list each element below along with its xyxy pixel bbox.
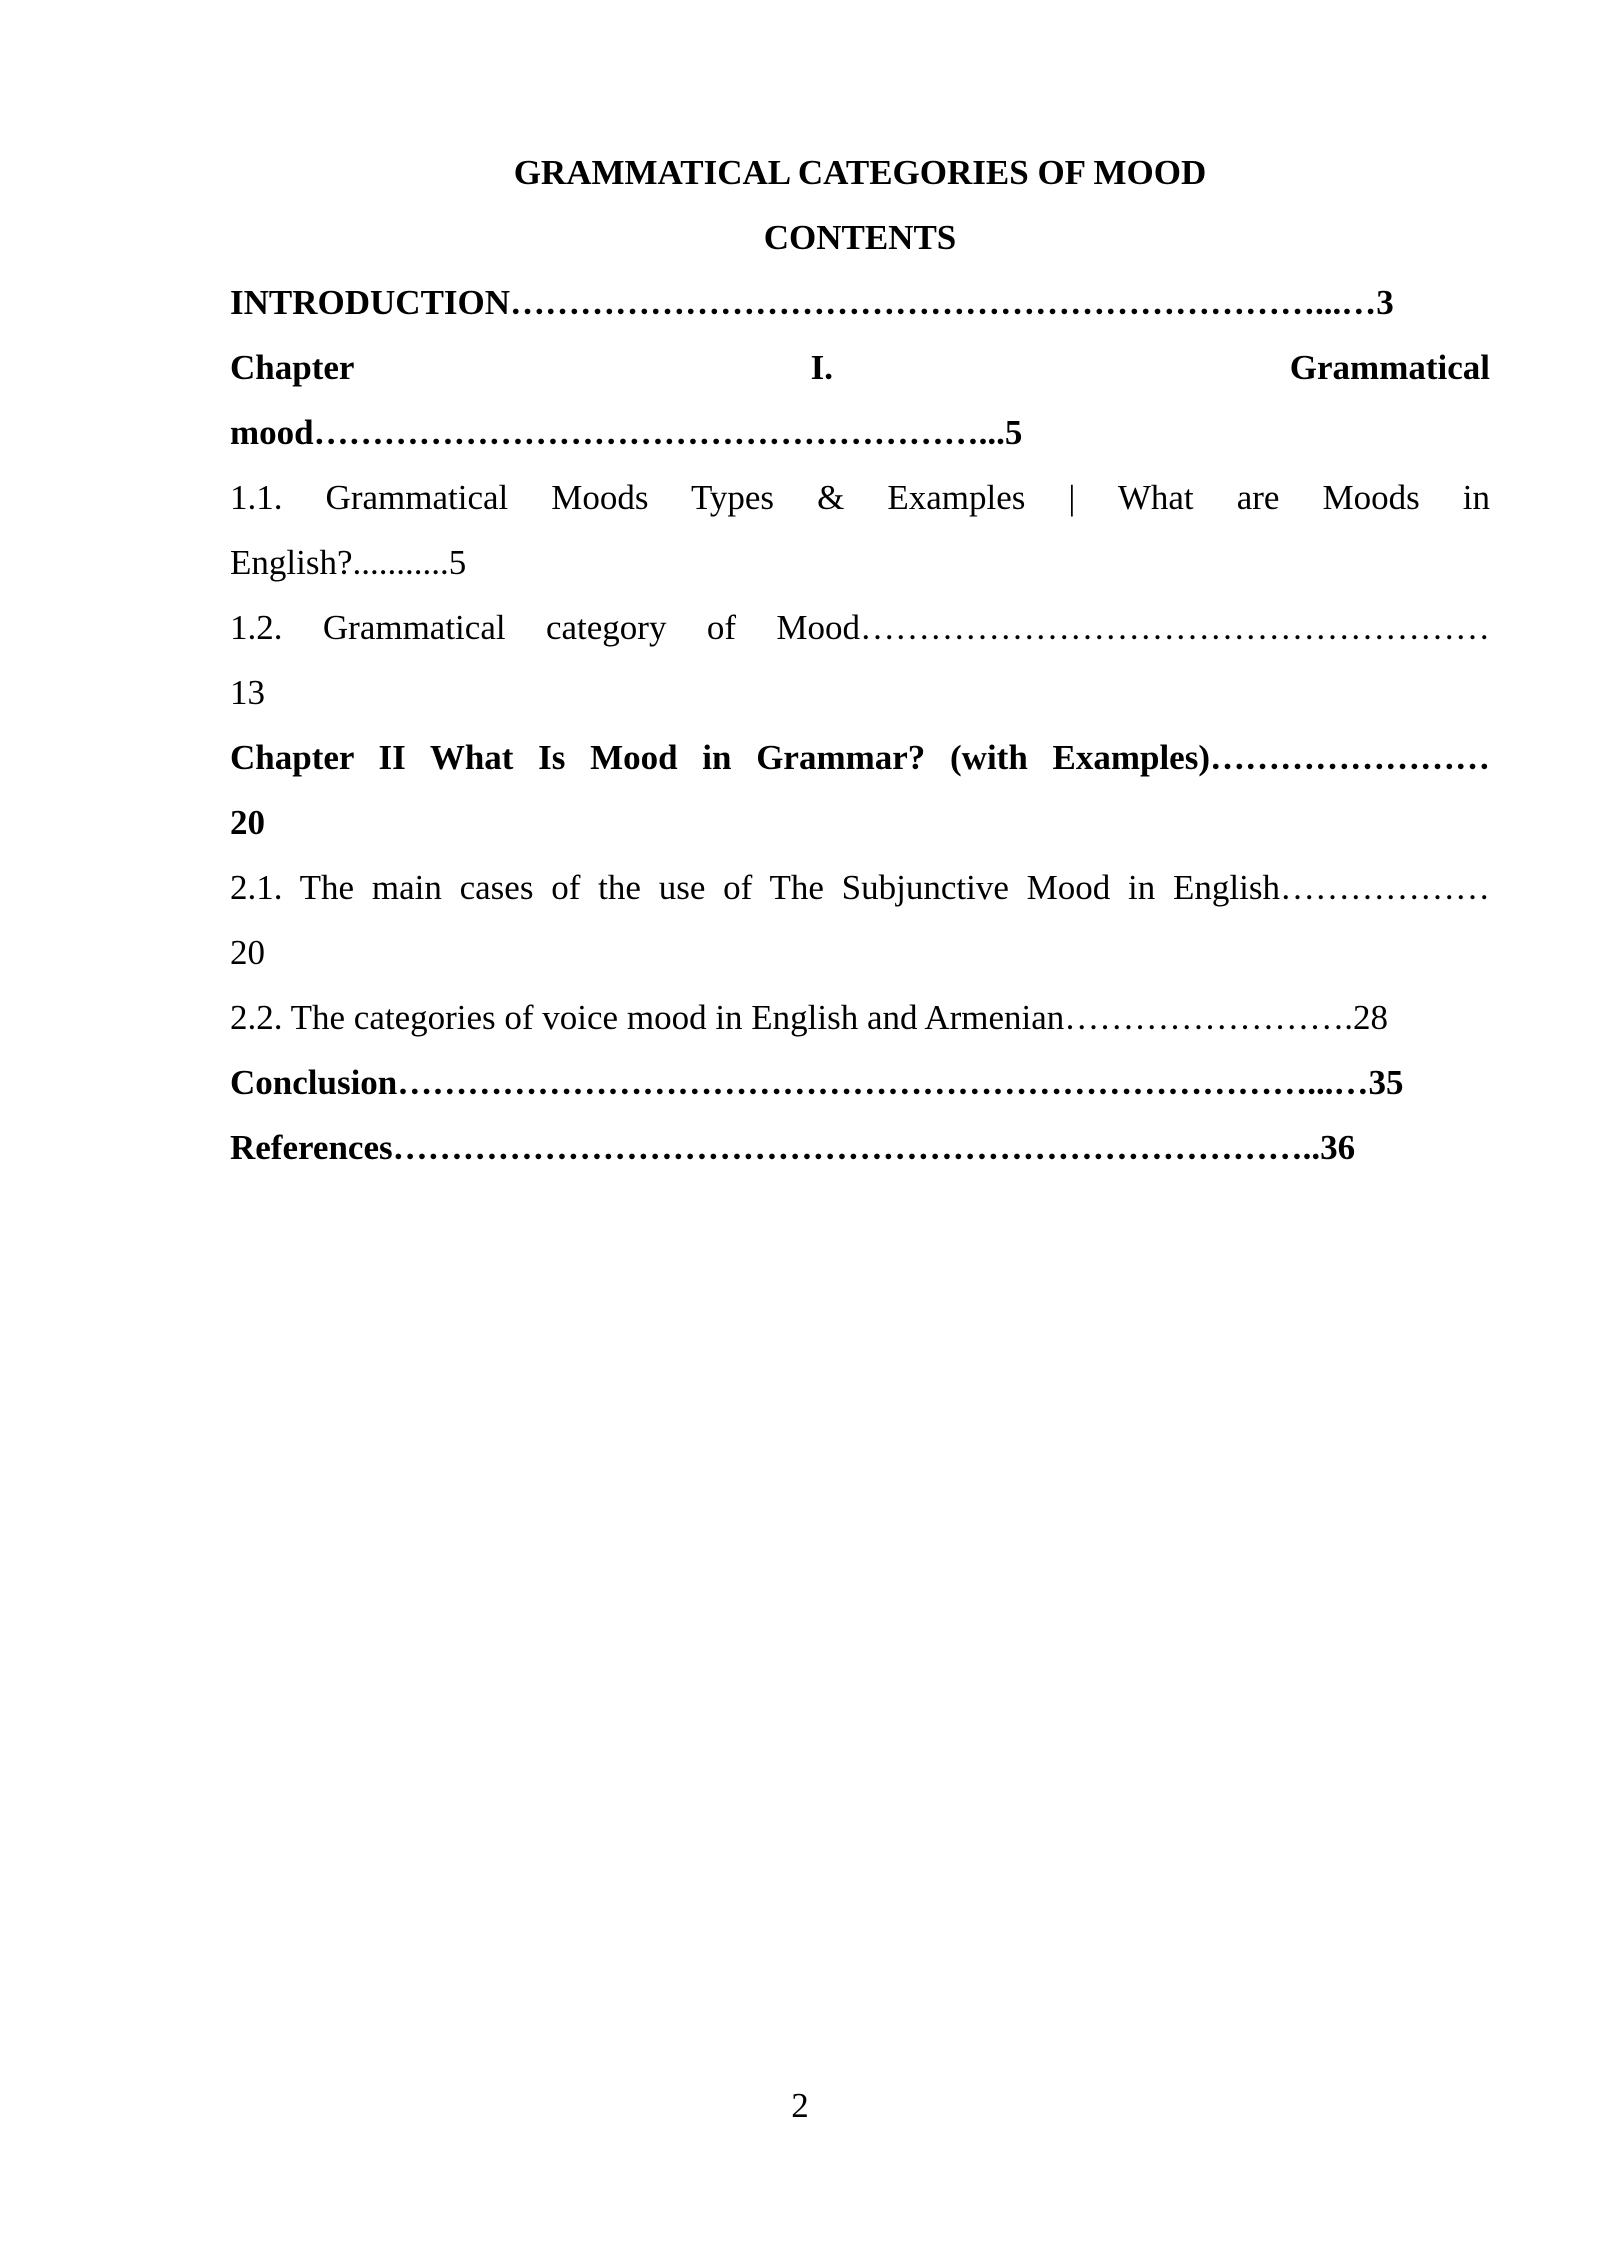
toc-entry-introduction: INTRODUCTION……………………………………………………………...…3	[230, 283, 1394, 322]
toc-entry-chapter-2-line-2: 20	[230, 803, 265, 842]
toc-entry-chapter-1-line-1: Chapter I. Grammatical	[230, 348, 1490, 387]
toc-entry-2-2: 2.2. The categories of voice mood in English and Armenian…………………….28	[230, 998, 1389, 1037]
toc-entry-2-1-line-2: 20	[230, 933, 265, 972]
toc-entry-2-1-line-1: 2.1. The main cases of the use of The Subjunctive Mood in English………………	[230, 868, 1490, 907]
toc-entry-chapter-2-line-1: Chapter II What Is Mood in Grammar? (with Examples)……………………	[230, 738, 1490, 777]
toc-entry-references: References……………………………………………………………………..36	[230, 1128, 1356, 1167]
page-number: 2	[791, 2086, 809, 2125]
contents-heading: CONTENTS	[763, 218, 957, 257]
toc-entry-chapter-1-line-2: mood…………………………………………………...5	[230, 413, 1023, 452]
toc-entry-conclusion: Conclusion……………………………………………………………………...…35	[230, 1063, 1404, 1102]
document-title: GRAMMATICAL CATEGORIES OF MOOD	[513, 153, 1207, 192]
toc-entry-1-2-line-2: 13	[230, 673, 265, 712]
toc-entry-1-1-line-2: English?...........5	[230, 543, 467, 582]
toc-entry-1-1-line-1: 1.1. Grammatical Moods Types & Examples | What are Moods in	[230, 478, 1490, 517]
toc-entry-1-2-line-1: 1.2. Grammatical category of Mood………………………………………………	[230, 608, 1490, 647]
contents-section	[230, 140, 1490, 1180]
